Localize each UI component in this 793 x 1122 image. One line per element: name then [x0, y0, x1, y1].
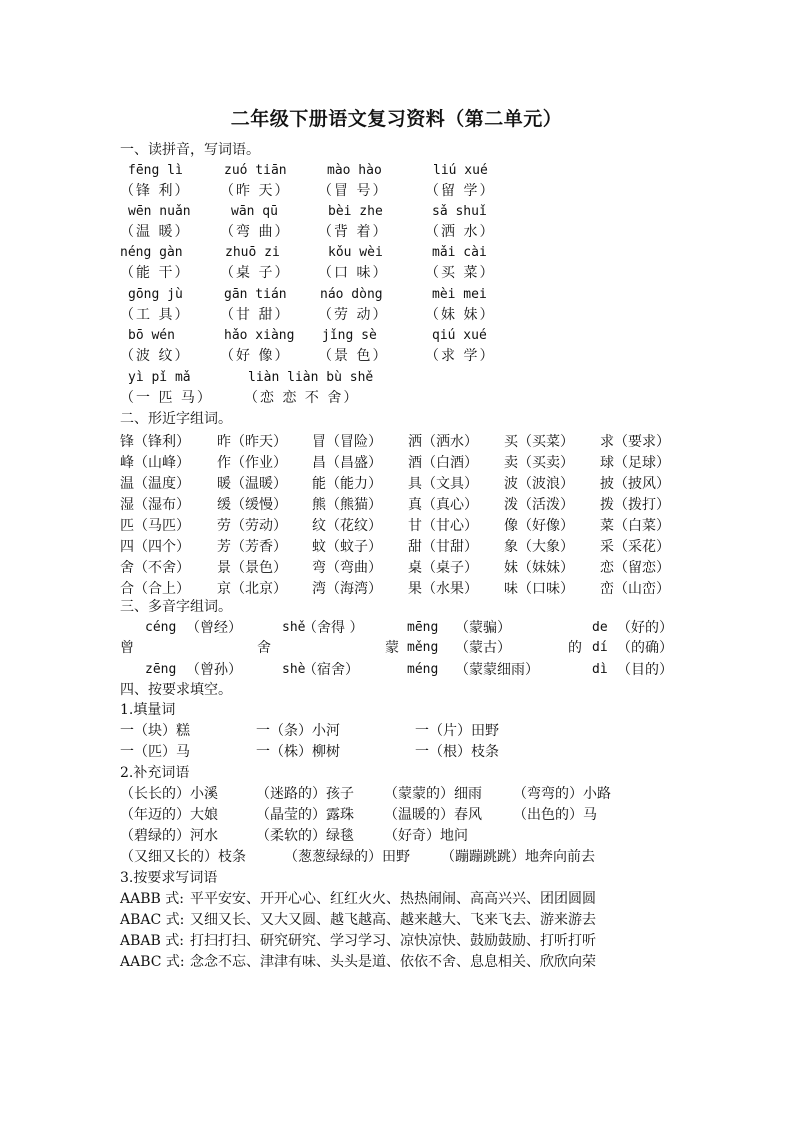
pinyin: mào hào [327, 163, 382, 178]
pinyin: fēng lì [128, 163, 183, 178]
fill-item: （碧绿的）河水 [120, 828, 218, 844]
table-cell: 冒（冒险） [312, 434, 382, 450]
fill-item: （迷路的）孩子 [256, 786, 354, 802]
table-cell: 弯（弯曲） [312, 560, 382, 576]
table-cell: 景（景色） [217, 560, 287, 576]
answer-word: （妹 妹） [425, 307, 496, 323]
table-cell: 甘（甘心） [408, 518, 478, 534]
word: （蒙古） [455, 640, 511, 656]
table-cell: 真（真心） [408, 497, 478, 513]
table-cell: 四（四个） [120, 539, 190, 555]
pinyin: kǒu wèi [328, 245, 383, 260]
answer-word: （口 味） [318, 265, 389, 281]
table-cell: 舍（不舍） [120, 560, 190, 576]
pinyin: liú xué [433, 163, 488, 178]
table-cell: 作（作业） [217, 455, 287, 471]
table-cell: 妹（妹妹） [504, 560, 574, 576]
table-cell: 湿（湿布） [120, 497, 190, 513]
answer-word: （一 匹 马） [120, 390, 213, 406]
polyphone-char: 舍 [257, 640, 271, 656]
table-cell: 蚊（蚊子） [312, 539, 382, 555]
table-cell: 暖（温暖） [217, 476, 287, 492]
answer-word: （锋 利） [120, 183, 191, 199]
pinyin: céng [145, 620, 177, 635]
fill-item: （年迈的）大娘 [120, 807, 218, 823]
answer-word: （昨 天） [220, 183, 291, 199]
word: （宿舍） [303, 662, 359, 678]
table-cell: 菜（白菜） [600, 518, 670, 534]
fill-item: 一（根）枝条 [415, 744, 499, 760]
fill-item: （好奇）地问 [384, 828, 468, 844]
polyphone-char: 蒙 [385, 640, 399, 656]
table-cell: 峰（山峰） [120, 455, 190, 471]
section4-heading: 四、按要求填空。 [120, 682, 232, 698]
part1-heading: 1.填量词 [120, 702, 176, 718]
answer-word: （甘 甜） [220, 307, 291, 323]
fill-item: （柔软的）绿毯 [256, 828, 354, 844]
answer-word: （好 像） [220, 348, 291, 364]
pinyin: dí [592, 640, 608, 655]
pattern-words: 念念不忘、津津有味、头头是道、依依不舍、息息相关、欣欣向荣 [190, 954, 596, 970]
pinyin: wān qū [231, 204, 278, 219]
table-row [120, 473, 670, 493]
pinyin: méng [407, 662, 439, 677]
table-cell: 酒（白酒） [408, 455, 478, 471]
table-cell: 洒（洒水） [408, 434, 478, 450]
answer-word: （恋 恋 不 舍） [244, 390, 360, 406]
pinyin: sǎ shuǐ [432, 204, 487, 219]
table-row [120, 494, 670, 514]
table-cell: 缓（缓慢） [217, 497, 287, 513]
table-row [120, 536, 670, 556]
pinyin: dì [592, 662, 608, 677]
table-cell: 峦（山峦） [600, 581, 670, 597]
table-cell: 芳（芳香） [217, 539, 287, 555]
table-cell: 求（要求） [600, 434, 670, 450]
answer-word: （能 干） [120, 265, 191, 281]
fill-item: （又细又长的）枝条 [120, 849, 246, 865]
table-cell: 拨（拨打） [600, 497, 670, 513]
table-cell: 卖（买卖） [504, 455, 574, 471]
answer-word: （劳 动） [318, 307, 389, 323]
pinyin: néng gàn [120, 245, 183, 260]
pinyin: náo dòng [320, 287, 383, 302]
table-row [120, 515, 670, 535]
pattern-words: 又细又长、又大又圆、越飞越高、越来越大、飞来飞去、游来游去 [190, 912, 596, 928]
pinyin: gōng jù [128, 287, 183, 302]
table-cell: 果（水果） [408, 581, 478, 597]
part3-heading: 3.按要求写词语 [120, 870, 218, 886]
fill-item: 一（匹）马 [120, 744, 190, 760]
answer-word: （冒 号） [318, 183, 389, 199]
table-cell: 温（温度） [120, 476, 190, 492]
fill-item: （弯弯的）小路 [513, 786, 611, 802]
answer-word: （弯 曲） [220, 224, 291, 240]
table-cell: 京（北京） [217, 581, 287, 597]
pinyin: gān tián [224, 287, 287, 302]
table-cell: 甜（甘甜） [408, 539, 478, 555]
fill-item: 一（株）柳树 [256, 744, 340, 760]
pattern-words: 打扫打扫、研究研究、学习学习、凉快凉快、鼓励鼓励、打听打听 [190, 933, 596, 949]
pinyin: jǐng sè [322, 328, 377, 343]
table-row [120, 452, 670, 472]
table-cell: 像（好像） [504, 518, 574, 534]
word: （蒙蒙细雨） [455, 662, 539, 678]
fill-item: （蹦蹦跳跳）地奔向前去 [441, 849, 595, 865]
answer-word: （背 着） [318, 224, 389, 240]
pinyin: zhuō zi [225, 245, 280, 260]
answer-word: （求 学） [425, 348, 496, 364]
pinyin: shě [282, 620, 306, 635]
table-cell: 象（大象） [504, 539, 574, 555]
word: （曾经） [186, 620, 242, 636]
pinyin: mǎi cài [432, 245, 487, 260]
pattern-label: AABB 式: [120, 891, 184, 907]
page-title: 二年级下册语文复习资料（第二单元） [230, 108, 563, 130]
pinyin: qiú xué [432, 328, 487, 343]
fill-item: 一（片）田野 [415, 723, 499, 739]
pinyin: de [592, 620, 608, 635]
table-cell: 买（买菜） [504, 434, 574, 450]
table-row [120, 557, 670, 577]
fill-item: （蒙蒙的）细雨 [384, 786, 482, 802]
answer-word: （工 具） [120, 307, 191, 323]
word: （蒙骗） [455, 620, 511, 636]
section3-heading: 三、多音字组词。 [120, 599, 232, 615]
fill-item: （温暖的）春风 [384, 807, 482, 823]
table-cell: 能（能力） [312, 476, 382, 492]
part2-heading: 2.补充词语 [120, 765, 190, 781]
table-cell: 湾（海湾） [312, 581, 382, 597]
fill-item: 一（条）小河 [256, 723, 340, 739]
pattern-label: ABAC 式: [120, 912, 185, 928]
fill-item: 一（块）糕 [120, 723, 190, 739]
word: （舍得 ） [303, 620, 364, 636]
table-cell: 味（口味） [504, 581, 574, 597]
fill-item: （出色的）马 [513, 807, 597, 823]
section1-heading: 一、读拼音，写词语。 [120, 142, 260, 158]
table-row [120, 431, 670, 451]
answer-word: （温 暖） [120, 224, 191, 240]
table-cell: 合（合上） [120, 581, 190, 597]
word: （曾孙） [186, 662, 242, 678]
word: （的确） [617, 640, 673, 656]
table-cell: 熊（熊猫） [312, 497, 382, 513]
table-cell: 劳（劳动） [217, 518, 287, 534]
table-row [120, 578, 670, 598]
table-cell: 披（披风） [600, 476, 670, 492]
pinyin: bèi zhe [328, 204, 383, 219]
pinyin: bō wén [128, 328, 175, 343]
table-cell: 恋（留恋） [600, 560, 670, 576]
pinyin: zuó tiān [224, 163, 287, 178]
pinyin: wēn nuǎn [128, 204, 191, 219]
table-cell: 泼（活泼） [504, 497, 574, 513]
fill-item: （葱葱绿绿的）田野 [284, 849, 410, 865]
pinyin: zēng [145, 662, 177, 677]
answer-word: （波 纹） [120, 348, 191, 364]
section2-heading: 二、形近字组词。 [120, 411, 232, 427]
pinyin: měng [407, 640, 439, 655]
pattern-label: AABC 式: [120, 954, 185, 970]
fill-item: （长长的）小溪 [120, 786, 218, 802]
table-cell: 匹（马匹） [120, 518, 190, 534]
polyphone-char: 曾 [120, 640, 134, 656]
fill-item: （晶莹的）露珠 [256, 807, 354, 823]
table-cell: 具（文具） [408, 476, 478, 492]
pinyin: shè [282, 662, 306, 677]
pattern-words: 平平安安、开开心心、红红火火、热热闹闹、高高兴兴、团团圆圆 [190, 891, 596, 907]
pinyin: hǎo xiàng [224, 328, 295, 343]
table-cell: 桌（桌子） [408, 560, 478, 576]
pattern-label: ABAB 式: [120, 933, 184, 949]
table-cell: 球（足球） [600, 455, 670, 471]
pinyin: liàn liàn bù shě [248, 370, 374, 385]
answer-word: （买 菜） [425, 265, 496, 281]
polyphone-char: 的 [568, 640, 582, 656]
table-cell: 采（采花） [600, 539, 670, 555]
table-cell: 昨（昨天） [217, 434, 287, 450]
pinyin: yì pǐ mǎ [128, 370, 191, 385]
answer-word: （景 色） [318, 348, 389, 364]
answer-word: （洒 水） [425, 224, 496, 240]
table-cell: 锋（锋利） [120, 434, 190, 450]
table-cell: 昌（昌盛） [312, 455, 382, 471]
pinyin: mèi mei [432, 287, 487, 302]
pinyin: mēng [407, 620, 439, 635]
word: （好的） [617, 620, 673, 636]
word: （目的） [617, 662, 673, 678]
answer-word: （桌 子） [220, 265, 291, 281]
table-cell: 波（波浪） [504, 476, 574, 492]
answer-word: （留 学） [425, 183, 496, 199]
table-cell: 纹（花纹） [312, 518, 382, 534]
